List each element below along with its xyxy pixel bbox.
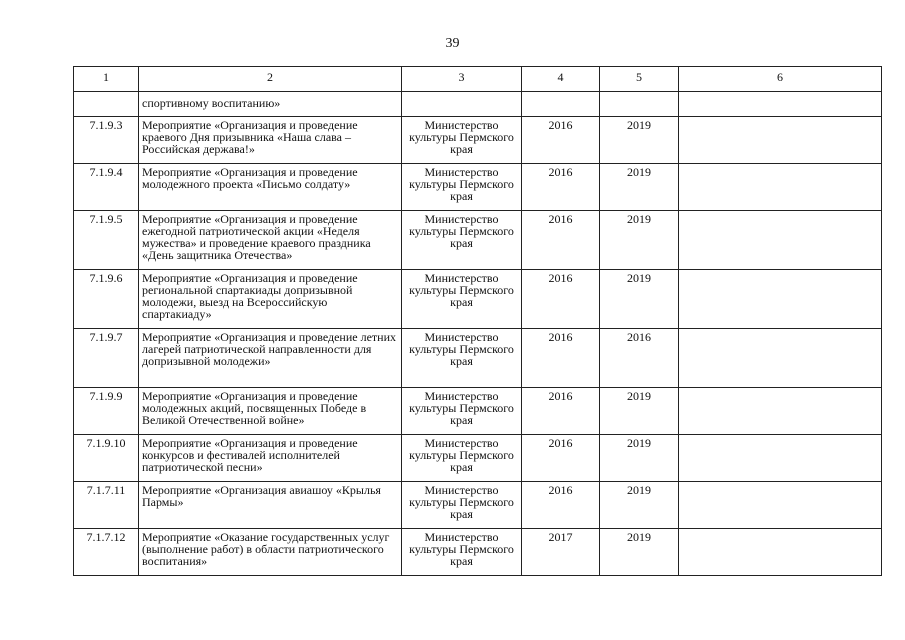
row-number: 7.1.7.12 <box>74 529 139 576</box>
row-number: 7.1.9.4 <box>74 164 139 211</box>
row-number: 7.1.9.9 <box>74 388 139 435</box>
row-description: Мероприятие «Организация и проведение конкурсов и фестивалей исполнителей патриотической песни» <box>139 435 402 482</box>
row-note <box>679 529 882 576</box>
table-row <box>74 482 882 529</box>
row-organization: Министерство культуры Пермского края <box>402 164 522 211</box>
row-description: Мероприятие «Организация авиашоу «Крылья Пармы» <box>139 482 402 529</box>
header-cell: 4 <box>522 67 600 92</box>
header-cell: 3 <box>402 67 522 92</box>
row-description: Мероприятие «Организация и проведение краевого Дня призывника «Наша слава – Российская держава!» <box>139 117 402 164</box>
row-note <box>679 164 882 211</box>
row-end-year: 2019 <box>600 164 679 211</box>
row-note <box>679 435 882 482</box>
table-row <box>74 435 882 482</box>
row-description: Мероприятие «Организация и проведение летних лагерей патриотической направленности для допризывной молодежи» <box>139 329 402 388</box>
row-organization <box>402 92 522 117</box>
header-cell: 5 <box>600 67 679 92</box>
table-row <box>74 388 882 435</box>
table-row <box>74 529 882 576</box>
row-note <box>679 92 882 117</box>
row-start-year: 2016 <box>522 164 600 211</box>
row-end-year: 2019 <box>600 270 679 329</box>
table-row <box>74 117 882 164</box>
row-end-year: 2019 <box>600 211 679 270</box>
row-end-year: 2019 <box>600 388 679 435</box>
row-note <box>679 482 882 529</box>
row-description: Мероприятие «Оказание государственных услуг (выполнение работ) в области патриотического воспитания» <box>139 529 402 576</box>
row-description: Мероприятие «Организация и проведение региональной спартакиады допризывной молодежи, выезд на Всероссийскую спартакиаду» <box>139 270 402 329</box>
row-note <box>679 117 882 164</box>
row-start-year <box>522 92 600 117</box>
row-end-year <box>600 92 679 117</box>
table-row <box>74 164 882 211</box>
table-row <box>74 211 882 270</box>
row-description: спортивному воспитанию» <box>139 92 402 117</box>
row-organization: Министерство культуры Пермского края <box>402 435 522 482</box>
row-organization: Министерство культуры Пермского края <box>402 211 522 270</box>
page-number: 39 <box>445 36 460 51</box>
row-number <box>74 92 139 117</box>
row-start-year: 2017 <box>522 529 600 576</box>
table-row <box>74 329 882 388</box>
continuation-row <box>74 92 882 117</box>
row-number: 7.1.9.3 <box>74 117 139 164</box>
row-organization: Министерство культуры Пермского края <box>402 388 522 435</box>
row-end-year: 2016 <box>600 329 679 388</box>
row-start-year: 2016 <box>522 482 600 529</box>
row-organization: Министерство культуры Пермского края <box>402 529 522 576</box>
row-end-year: 2019 <box>600 529 679 576</box>
header-cell: 1 <box>74 67 139 92</box>
row-number: 7.1.9.7 <box>74 329 139 388</box>
activities-table <box>73 66 882 576</box>
row-start-year: 2016 <box>522 211 600 270</box>
row-end-year: 2019 <box>600 117 679 164</box>
row-note <box>679 388 882 435</box>
row-number: 7.1.7.11 <box>74 482 139 529</box>
row-number: 7.1.9.5 <box>74 211 139 270</box>
row-number: 7.1.9.10 <box>74 435 139 482</box>
header-row <box>74 67 882 92</box>
row-start-year: 2016 <box>522 117 600 164</box>
row-organization: Министерство культуры Пермского края <box>402 117 522 164</box>
row-description: Мероприятие «Организация и проведение молодежного проекта «Письмо солдату» <box>139 164 402 211</box>
row-start-year: 2016 <box>522 435 600 482</box>
row-note <box>679 270 882 329</box>
row-description: Мероприятие «Организация и проведение ежегодной патриотической акции «Неделя мужества» и проведение краевого праздника «День защитника Отечества» <box>139 211 402 270</box>
row-note <box>679 211 882 270</box>
row-organization: Министерство культуры Пермского края <box>402 482 522 529</box>
header-cell: 2 <box>139 67 402 92</box>
row-end-year: 2019 <box>600 482 679 529</box>
row-number: 7.1.9.6 <box>74 270 139 329</box>
header-cell: 6 <box>679 67 882 92</box>
row-start-year: 2016 <box>522 270 600 329</box>
row-start-year: 2016 <box>522 388 600 435</box>
row-description: Мероприятие «Организация и проведение молодежных акций, посвященных Победе в Великой Отечественной войне» <box>139 388 402 435</box>
row-organization: Министерство культуры Пермского края <box>402 270 522 329</box>
table-row <box>74 270 882 329</box>
row-organization: Министерство культуры Пермского края <box>402 329 522 388</box>
row-note <box>679 329 882 388</box>
row-start-year: 2016 <box>522 329 600 388</box>
row-end-year: 2019 <box>600 435 679 482</box>
